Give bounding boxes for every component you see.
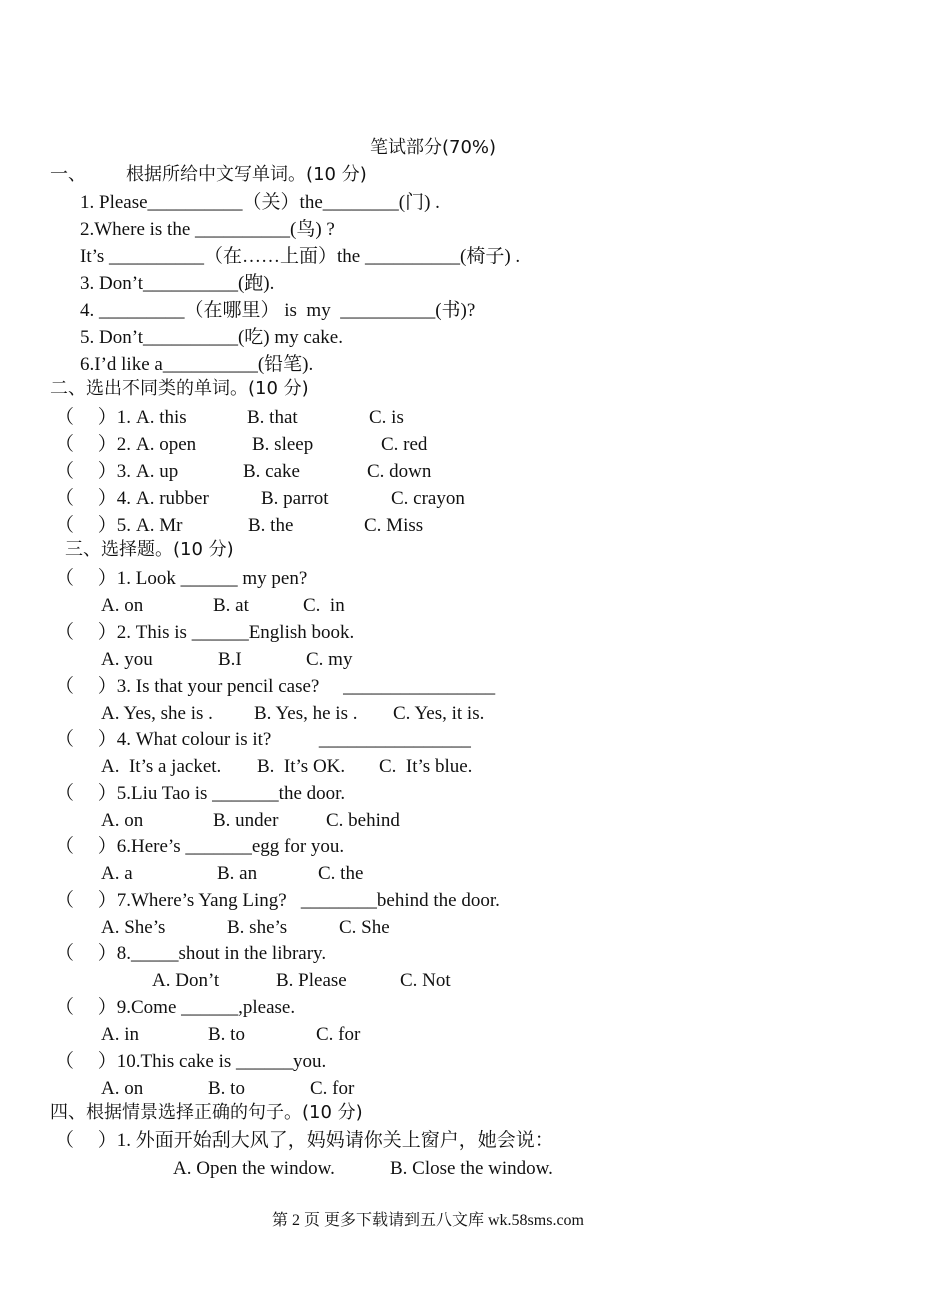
section-3-q8-option-b: B. Please: [276, 970, 347, 991]
section-3-q4-option-a: A. It’s a jacket.: [101, 756, 222, 777]
section-1-heading: 一、 根据所给中文写单词。(10 分): [50, 164, 367, 185]
section-3-question-5: （ ）5.Liu Tao is _______the door.: [55, 783, 346, 804]
section-3-q2-option-c: C. my: [306, 649, 353, 670]
section-3-q1-option-c: C. in: [303, 595, 345, 616]
section-3-q4-option-c: C. It’s blue.: [379, 756, 473, 777]
item-number: （ ）1.: [55, 407, 132, 428]
section-3-q6-option-a: A. a: [101, 863, 133, 884]
section-1-line-5: 4. _________（在哪里） is my __________(书)?: [80, 300, 476, 321]
section-3-q8-option-c: C. Not: [400, 970, 451, 991]
section-3-q1-option-a: A. on: [101, 595, 144, 616]
option-a: A. rubber: [136, 488, 209, 509]
option-a: A. up: [136, 461, 179, 482]
item-number: （ ）4.: [55, 488, 132, 509]
section-1-line-7: 6.I’d like a__________(铅笔).: [80, 354, 314, 375]
section-4-heading: 四、根据情景选择正确的句子。(10 分): [50, 1102, 363, 1123]
section-3-question-6: （ ）6.Here’s _______egg for you.: [55, 836, 345, 857]
section-3-question-8: （ ）8._____shout in the library.: [55, 943, 327, 964]
section-3-q9-option-b: B. to: [208, 1024, 245, 1045]
section-3-q9-option-a: A. in: [101, 1024, 139, 1045]
section-3-question-1: （ ）1. Look ______ my pen?: [55, 568, 308, 589]
option-c: C. crayon: [391, 488, 465, 509]
option-c: C. red: [381, 434, 428, 455]
section-4-q1-option-a: A. Open the window.: [173, 1158, 335, 1179]
section-3-q2-option-b: B.I: [218, 649, 242, 670]
section-3-question-2: （ ）2. This is ______English book.: [55, 622, 355, 643]
section-3-q3-option-c: C. Yes, it is.: [393, 703, 485, 724]
section-3-q9-option-c: C. for: [316, 1024, 361, 1045]
section-3-question-7: （ ）7.Where’s Yang Ling? ________behind the door.: [55, 890, 500, 911]
section-3-q4-option-b: B. It’s OK.: [257, 756, 346, 777]
section-3-q5-option-c: C. behind: [326, 810, 400, 831]
section-3-question-9: （ ）9.Come ______,please.: [55, 997, 296, 1018]
section-3-q5-option-a: A. on: [101, 810, 144, 831]
section-3-q2-option-a: A. you: [101, 649, 153, 670]
option-c: C. is: [369, 407, 404, 428]
section-3-heading: 三、选择题。(10 分): [65, 539, 234, 560]
section-3-q10-option-a: A. on: [101, 1078, 144, 1099]
option-a: A. open: [136, 434, 197, 455]
option-c: C. Miss: [364, 515, 424, 536]
section-3-q10-option-c: C. for: [310, 1078, 355, 1099]
page-title: 笔试部分(70%): [370, 137, 497, 158]
section-3-q5-option-b: B. under: [213, 810, 279, 831]
section-3-q3-option-a: A. Yes, she is .: [101, 703, 213, 724]
option-b: B. sleep: [252, 434, 314, 455]
option-b: B. that: [247, 407, 298, 428]
item-number: （ ）5.: [55, 515, 132, 536]
section-1-line-6: 5. Don’t__________(吃) my cake.: [80, 327, 343, 348]
section-3-q1-option-b: B. at: [213, 595, 249, 616]
section-1-line-4: 3. Don’t__________(跑).: [80, 273, 275, 294]
option-c: C. down: [367, 461, 432, 482]
option-a: A. this: [136, 407, 187, 428]
section-3-q8-option-a: A. Don’t: [152, 970, 220, 991]
page-footer: 第 2 页 更多下载请到五八文库 wk.58sms.com: [272, 1212, 585, 1229]
option-b: B. the: [248, 515, 294, 536]
section-3-question-3: （ ）3. Is that your pencil case? ________________: [55, 676, 496, 697]
section-3-q10-option-b: B. to: [208, 1078, 245, 1099]
section-3-q7-option-b: B. she’s: [227, 917, 288, 938]
section-3-question-4: （ ）4. What colour is it? ________________: [55, 729, 471, 750]
section-2-heading: 二、选出不同类的单词。(10 分): [50, 378, 309, 399]
section-4-q1-option-b: B. Close the window.: [390, 1158, 553, 1179]
item-number: （ ）2.: [55, 434, 132, 455]
section-3-q7-option-a: A. She’s: [101, 917, 166, 938]
section-4-question-1: （ ）1. 外面开始刮大风了，妈妈请你关上窗户，她会说：: [55, 1130, 554, 1151]
section-3-question-10: （ ）10.This cake is ______you.: [55, 1051, 327, 1072]
option-b: B. cake: [243, 461, 300, 482]
item-number: （ ）3.: [55, 461, 132, 482]
section-1-line-2: 2.Where is the __________(鸟) ?: [80, 219, 335, 240]
section-3-q6-option-b: B. an: [217, 863, 258, 884]
option-a: A. Mr: [136, 515, 183, 536]
section-3-q7-option-c: C. She: [339, 917, 390, 938]
section-1-line-1: 1. Please__________（关）the________(门) .: [80, 192, 440, 213]
section-3-q3-option-b: B. Yes, he is .: [254, 703, 358, 724]
option-b: B. parrot: [261, 488, 329, 509]
section-1-line-3: It’s __________（在……上面）the __________(椅子) .: [80, 246, 521, 267]
section-3-q6-option-c: C. the: [318, 863, 364, 884]
